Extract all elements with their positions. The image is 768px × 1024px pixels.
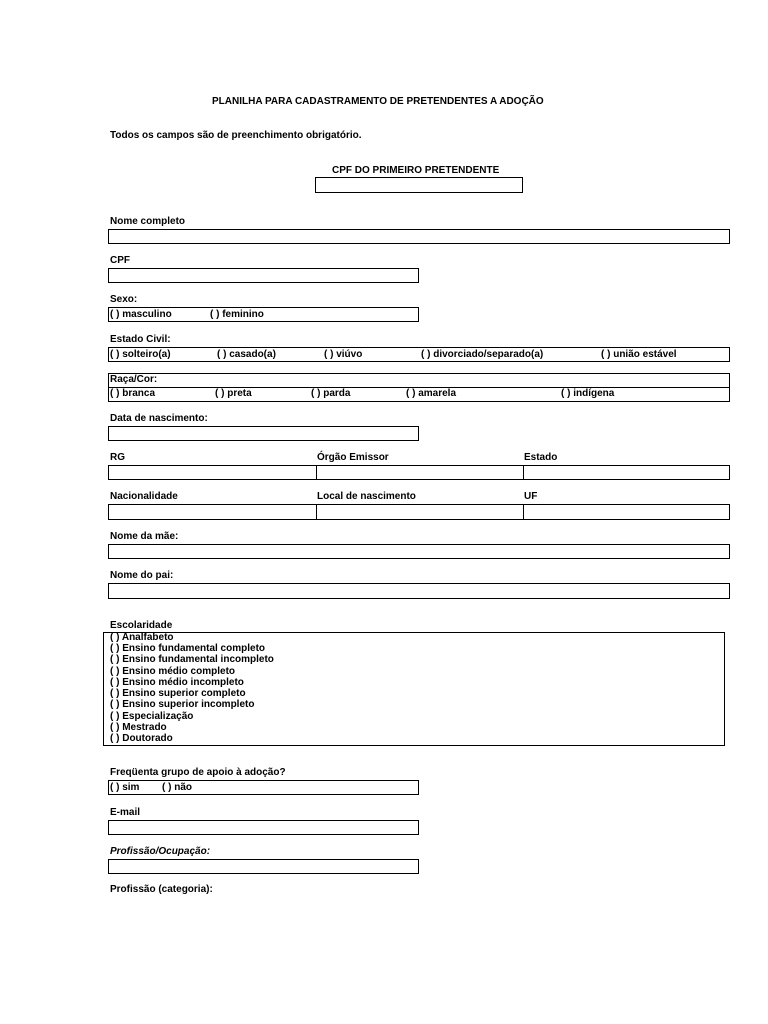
estado-field[interactable]: [523, 466, 729, 479]
grupo-apoio-label: Freqüenta grupo de apoio à adoção?: [110, 767, 286, 778]
escolaridade-option[interactable]: ( ) Ensino médio completo: [110, 666, 236, 677]
uf-field[interactable]: [523, 505, 729, 519]
profissao-ocupacao-label: Profissão/Ocupação:: [110, 846, 211, 857]
nome-completo-label: Nome completo: [110, 216, 186, 227]
estado-civil-option-divorciado[interactable]: ( ) divorciado/separado(a): [421, 349, 544, 360]
grupo-option-nao[interactable]: ( ) não: [162, 782, 192, 793]
nome-pai-label: Nome do pai:: [110, 570, 174, 581]
estado-civil-option-solteiro[interactable]: ( ) solteiro(a): [110, 349, 171, 360]
raca-option-indigena[interactable]: ( ) indígena: [561, 388, 615, 399]
data-nascimento-field[interactable]: [108, 426, 419, 441]
sexo-label: Sexo:: [110, 294, 138, 305]
sexo-options-box: [108, 307, 419, 322]
sexo-option-feminino[interactable]: ( ) feminino: [210, 309, 264, 320]
notice-text: Todos os campos são de preenchimento obrigatório.: [110, 130, 362, 141]
nacionalidade-field[interactable]: [109, 505, 317, 519]
cpf-primeiro-label: CPF DO PRIMEIRO PRETENDENTE: [332, 165, 500, 176]
uf-label: UF: [524, 491, 538, 502]
email-field[interactable]: [108, 820, 419, 835]
raca-cor-box: [108, 373, 730, 402]
email-label: E-mail: [110, 807, 141, 818]
sexo-option-masculino[interactable]: ( ) masculino: [110, 309, 172, 320]
estado-civil-option-casado[interactable]: ( ) casado(a): [217, 349, 276, 360]
raca-option-branca[interactable]: ( ) branca: [110, 388, 156, 399]
rg-row: [108, 465, 730, 480]
raca-option-preta[interactable]: ( ) preta: [215, 388, 252, 399]
cpf-label: CPF: [110, 255, 130, 266]
escolaridade-option[interactable]: ( ) Analfabeto: [110, 632, 174, 643]
rg-label: RG: [110, 452, 125, 463]
escolaridade-label: Escolaridade: [110, 620, 173, 631]
escolaridade-option[interactable]: ( ) Mestrado: [110, 722, 167, 733]
escolaridade-option[interactable]: ( ) Especialização: [110, 711, 194, 722]
orgao-emissor-field[interactable]: [316, 466, 524, 479]
escolaridade-option[interactable]: ( ) Ensino superior completo: [110, 688, 246, 699]
nome-mae-label: Nome da mãe:: [110, 531, 179, 542]
rg-field[interactable]: [109, 466, 317, 479]
estado-civil-options-box: [108, 347, 730, 362]
estado-civil-label: Estado Civil:: [110, 334, 171, 345]
data-nascimento-label: Data de nascimento:: [110, 413, 208, 424]
nome-pai-field[interactable]: [108, 583, 730, 599]
cpf-field[interactable]: [108, 268, 419, 283]
grupo-apoio-options-box: [108, 780, 419, 795]
raca-option-parda[interactable]: ( ) parda: [311, 388, 351, 399]
nacionalidade-label: Nacionalidade: [110, 491, 178, 502]
estado-civil-option-viuvo[interactable]: ( ) viúvo: [324, 349, 363, 360]
nacionalidade-row: [108, 504, 730, 520]
local-nascimento-label: Local de nascimento: [317, 491, 416, 502]
grupo-option-sim[interactable]: ( ) sim: [110, 782, 140, 793]
escolaridade-option[interactable]: ( ) Ensino superior incompleto: [110, 699, 255, 710]
raca-cor-label: Raça/Cor:: [110, 374, 158, 385]
escolaridade-option[interactable]: ( ) Ensino médio incompleto: [110, 677, 244, 688]
estado-label: Estado: [524, 452, 558, 463]
profissao-categoria-label: Profissão (categoria):: [110, 884, 213, 895]
nome-mae-field[interactable]: [108, 544, 730, 559]
cpf-primeiro-field[interactable]: [315, 177, 523, 193]
orgao-emissor-label: Órgão Emissor: [317, 452, 389, 463]
nome-completo-field[interactable]: [108, 229, 730, 244]
profissao-ocupacao-field[interactable]: [108, 859, 419, 874]
escolaridade-option[interactable]: ( ) Ensino fundamental completo: [110, 643, 266, 654]
escolaridade-option[interactable]: ( ) Doutorado: [110, 733, 173, 744]
estado-civil-option-uniao-estavel[interactable]: ( ) união estável: [601, 349, 677, 360]
form-title: PLANILHA PARA CADASTRAMENTO DE PRETENDENTES A ADOÇÃO: [212, 96, 544, 107]
escolaridade-option[interactable]: ( ) Ensino fundamental incompleto: [110, 654, 274, 665]
local-nascimento-field[interactable]: [316, 505, 524, 519]
raca-option-amarela[interactable]: ( ) amarela: [406, 388, 457, 399]
escolaridade-options-box: [103, 632, 725, 746]
